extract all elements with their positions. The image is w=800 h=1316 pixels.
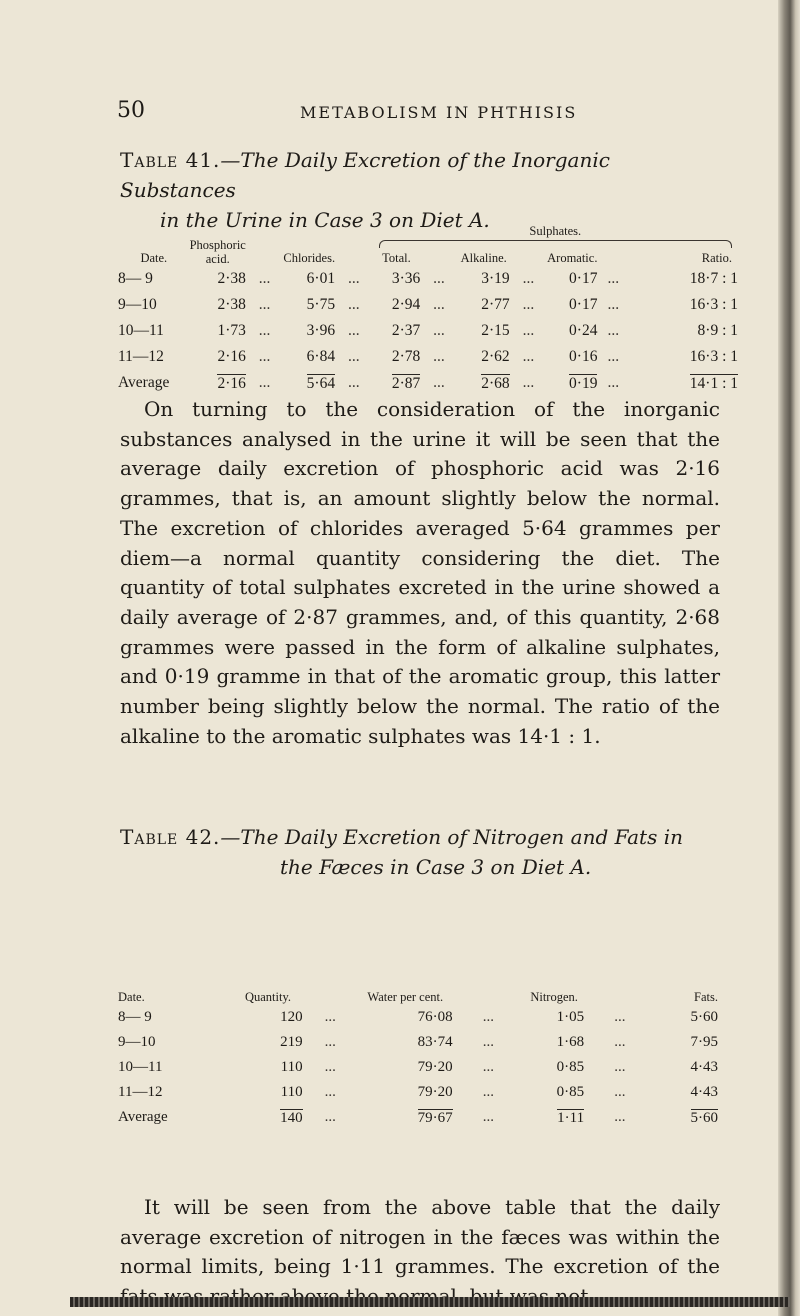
t41-cell-ratio: 8·9 : 1 xyxy=(697,322,738,339)
t41-cell-chlorides: 6·01 xyxy=(306,270,336,287)
table42 xyxy=(118,990,718,1130)
t41-cell-ratio: 16·3 : 1 xyxy=(689,348,738,365)
t41-cell-ratio: 18·7 : 1 xyxy=(689,270,738,287)
table-row: 11—12 110 ... 79·20 ... 0·85 ... 4·43 xyxy=(118,1080,718,1105)
t41-avg-ratio: 14·1 : 1 xyxy=(689,374,738,392)
t41-header-ratio: Ratio. xyxy=(701,251,732,265)
t41-header-sulphates-group xyxy=(373,224,738,251)
t42-header-fats: Fats. xyxy=(694,990,718,1004)
t42-cell-date: 10—11 xyxy=(118,1059,163,1075)
t42-cell-fats: 4·43 xyxy=(690,1084,718,1100)
t41-cell-alkaline: 2·62 xyxy=(481,348,510,365)
t42-cell-nitrogen: 0·85 xyxy=(556,1084,585,1100)
t42-cell-quantity: 219 xyxy=(280,1034,303,1050)
t41-cell-date: 10—11 xyxy=(118,322,164,339)
t41-cell-date: 9—10 xyxy=(118,296,157,313)
t41-header-total: Total. xyxy=(382,251,411,265)
table-row: 10—11 110 ... 79·20 ... 0·85 ... 4·43 xyxy=(118,1055,718,1080)
table41-title-line2: in the Urine in Case 3 on Diet A. xyxy=(160,208,490,232)
t42-cell-quantity: 110 xyxy=(280,1059,303,1075)
t41-cell-phosphoric: 2·38 xyxy=(217,296,246,313)
t42-cell-water: 83·74 xyxy=(417,1034,453,1050)
t42-cell-date: 9—10 xyxy=(118,1034,156,1050)
table-row: 11—12 2·16 ... 6·84 ... 2·78 ... 2·62 ... 0·16 ... 16·3 : 1 xyxy=(118,344,738,370)
t41-cell-phosphoric: 1·73 xyxy=(217,322,246,339)
t42-cell-water: 79·20 xyxy=(417,1059,453,1075)
t41-cell-total: 2·78 xyxy=(391,348,421,365)
t42-cell-nitrogen: 0·85 xyxy=(556,1059,585,1075)
table41-caption xyxy=(120,145,720,235)
t42-header-date: Date. xyxy=(118,990,145,1004)
t41-avg-phosphoric: 2·16 xyxy=(217,374,246,392)
t41-cell-date: 8— 9 xyxy=(118,270,153,287)
table42-caption xyxy=(120,822,720,882)
t41-cell-aromatic: 0·17 xyxy=(569,270,598,287)
page-number: 50 xyxy=(117,98,145,123)
t41-cell-alkaline: 2·15 xyxy=(481,322,510,339)
t41-cell-total: 2·94 xyxy=(391,296,421,313)
t41-cell-aromatic: 0·17 xyxy=(569,296,598,313)
t41-header-aromatic: Aromatic. xyxy=(547,251,598,265)
t42-cell-fats: 4·43 xyxy=(690,1059,718,1075)
table-row: 9—10 219 ... 83·74 ... 1·68 ... 7·95 xyxy=(118,1030,718,1055)
t41-cell-date: 11—12 xyxy=(118,348,164,365)
table-row: 8— 9 2·38 ... 6·01 ... 3·36 ... 3·19 ... 0·17 ... 18·7 : 1 xyxy=(118,266,738,292)
table41-label: Table 41. xyxy=(120,148,221,172)
table-row: 9—10 2·38 ... 5·75 ... 2·94 ... 2·77 ... 0·17 ... 16·3 : 1 xyxy=(118,292,738,318)
t41-avg-aromatic: 0·19 xyxy=(569,374,598,392)
table41-title-line1: —The Daily Excretion of the Inorganic Substances xyxy=(120,148,610,202)
t41-header-chlorides: Chlorides. xyxy=(283,251,336,265)
scan-bottom-strip xyxy=(70,1297,790,1307)
paragraph-faeces-nitrogen: It will be seen from the above table that the daily average excretion of nitrogen in the fæces was within the normal limits, being 1·11 grammes. The excretion of the xyxy=(120,1195,720,1279)
running-head xyxy=(0,98,778,128)
t41-cell-alkaline: 2·77 xyxy=(481,296,510,313)
running-title: METABOLISM IN PHTHISIS xyxy=(300,103,578,122)
t42-cell-water: 79·20 xyxy=(417,1084,453,1100)
t41-header-alkaline: Alkaline. xyxy=(460,251,507,265)
t41-cell-chlorides: 5·75 xyxy=(306,296,336,313)
t41-avg-total: 2·87 xyxy=(391,374,421,392)
paragraph-inorganic-substances: On turning to the consideration of the inorganic substances analysed in the urine it will be seen that the average daily excretion of phosphoric acid was 2·16 grammes, that is, an amount slightly below the normal. The excretion of chlorides averaged 5·64 grammes per diem—a normal quantity considering the diet. The quantity of total sulphates excreted in the urine showed a daily average of 2·87 grammes, and, of this quantity, 2·68 grammes were passed in the form of alkaline sulphates, and 0·19 gramme in that of the aromatic group, this latter number being slightly below the normal. The ratio of the alkaline to the aromatic sulphates was 14·1 : 1. xyxy=(120,397,720,748)
t41-cell-ratio: 16·3 : 1 xyxy=(689,296,738,313)
book-binding-edge xyxy=(778,0,800,1316)
t42-avg-nitrogen: 1·11 xyxy=(557,1109,585,1126)
t42-header-nitrogen: Nitrogen. xyxy=(530,990,578,1004)
t41-cell-date: Average xyxy=(118,374,170,391)
t42-avg-quantity: 140 xyxy=(280,1109,303,1126)
t42-avg-fats: 5·60 xyxy=(690,1109,718,1126)
t42-cell-fats: 7·95 xyxy=(690,1034,718,1050)
t42-avg-water: 79·67 xyxy=(417,1109,453,1126)
t41-header-sulphates: Sulphates. xyxy=(529,224,582,238)
table42-title-line1: —The Daily Excretion of Nitrogen and Fats in xyxy=(220,825,683,849)
t42-cell-nitrogen: 1·05 xyxy=(556,1009,585,1025)
table-row-average: Average 140 ... 79·67 ... 1·11 ... 5·60 xyxy=(118,1105,718,1130)
t41-cell-phosphoric: 2·38 xyxy=(217,270,246,287)
t41-cell-phosphoric: 2·16 xyxy=(217,348,246,365)
t42-cell-date: Average xyxy=(118,1109,168,1125)
table41 xyxy=(118,224,738,396)
t42-header-quantity: Quantity. xyxy=(244,990,292,1004)
t42-cell-date: 11—12 xyxy=(118,1084,163,1100)
t41-cell-chlorides: 6·84 xyxy=(306,348,336,365)
table42-label: Table 42. xyxy=(120,825,221,849)
table-row-average: Average 2·16 ... 5·64 ... 2·87 ... 2·68 ... 0·19 ... 14·1 : 1 xyxy=(118,370,738,396)
t42-cell-date: 8— 9 xyxy=(118,1009,152,1025)
t41-avg-alkaline: 2·68 xyxy=(481,374,510,392)
t41-cell-total: 2·37 xyxy=(391,322,421,339)
t41-header-phosphoric: Phosphoric acid. xyxy=(189,238,246,266)
t42-cell-nitrogen: 1·68 xyxy=(556,1034,585,1050)
table42-title-line2: the Fæces in Case 3 on Diet A. xyxy=(280,855,592,879)
t41-cell-aromatic: 0·16 xyxy=(569,348,598,365)
t41-sulphates-brace xyxy=(379,240,732,248)
t41-header-date: Date. xyxy=(140,251,168,265)
t41-cell-aromatic: 0·24 xyxy=(569,322,598,339)
t42-cell-quantity: 120 xyxy=(280,1009,303,1025)
t41-cell-total: 3·36 xyxy=(391,270,421,287)
table-row: 10—11 1·73 ... 3·96 ... 2·37 ... 2·15 ... 0·24 ... 8·9 : 1 xyxy=(118,318,738,344)
t41-avg-chlorides: 5·64 xyxy=(306,374,336,392)
t41-cell-chlorides: 3·96 xyxy=(306,322,336,339)
table-row: 8— 9 120 ... 76·08 ... 1·05 ... 5·60 xyxy=(118,1005,718,1030)
t41-cell-alkaline: 3·19 xyxy=(481,270,510,287)
t42-cell-quantity: 110 xyxy=(280,1084,303,1100)
t42-cell-water: 76·08 xyxy=(417,1009,453,1025)
t42-cell-fats: 5·60 xyxy=(690,1009,718,1025)
t42-header-water: Water per cent. xyxy=(367,990,444,1004)
